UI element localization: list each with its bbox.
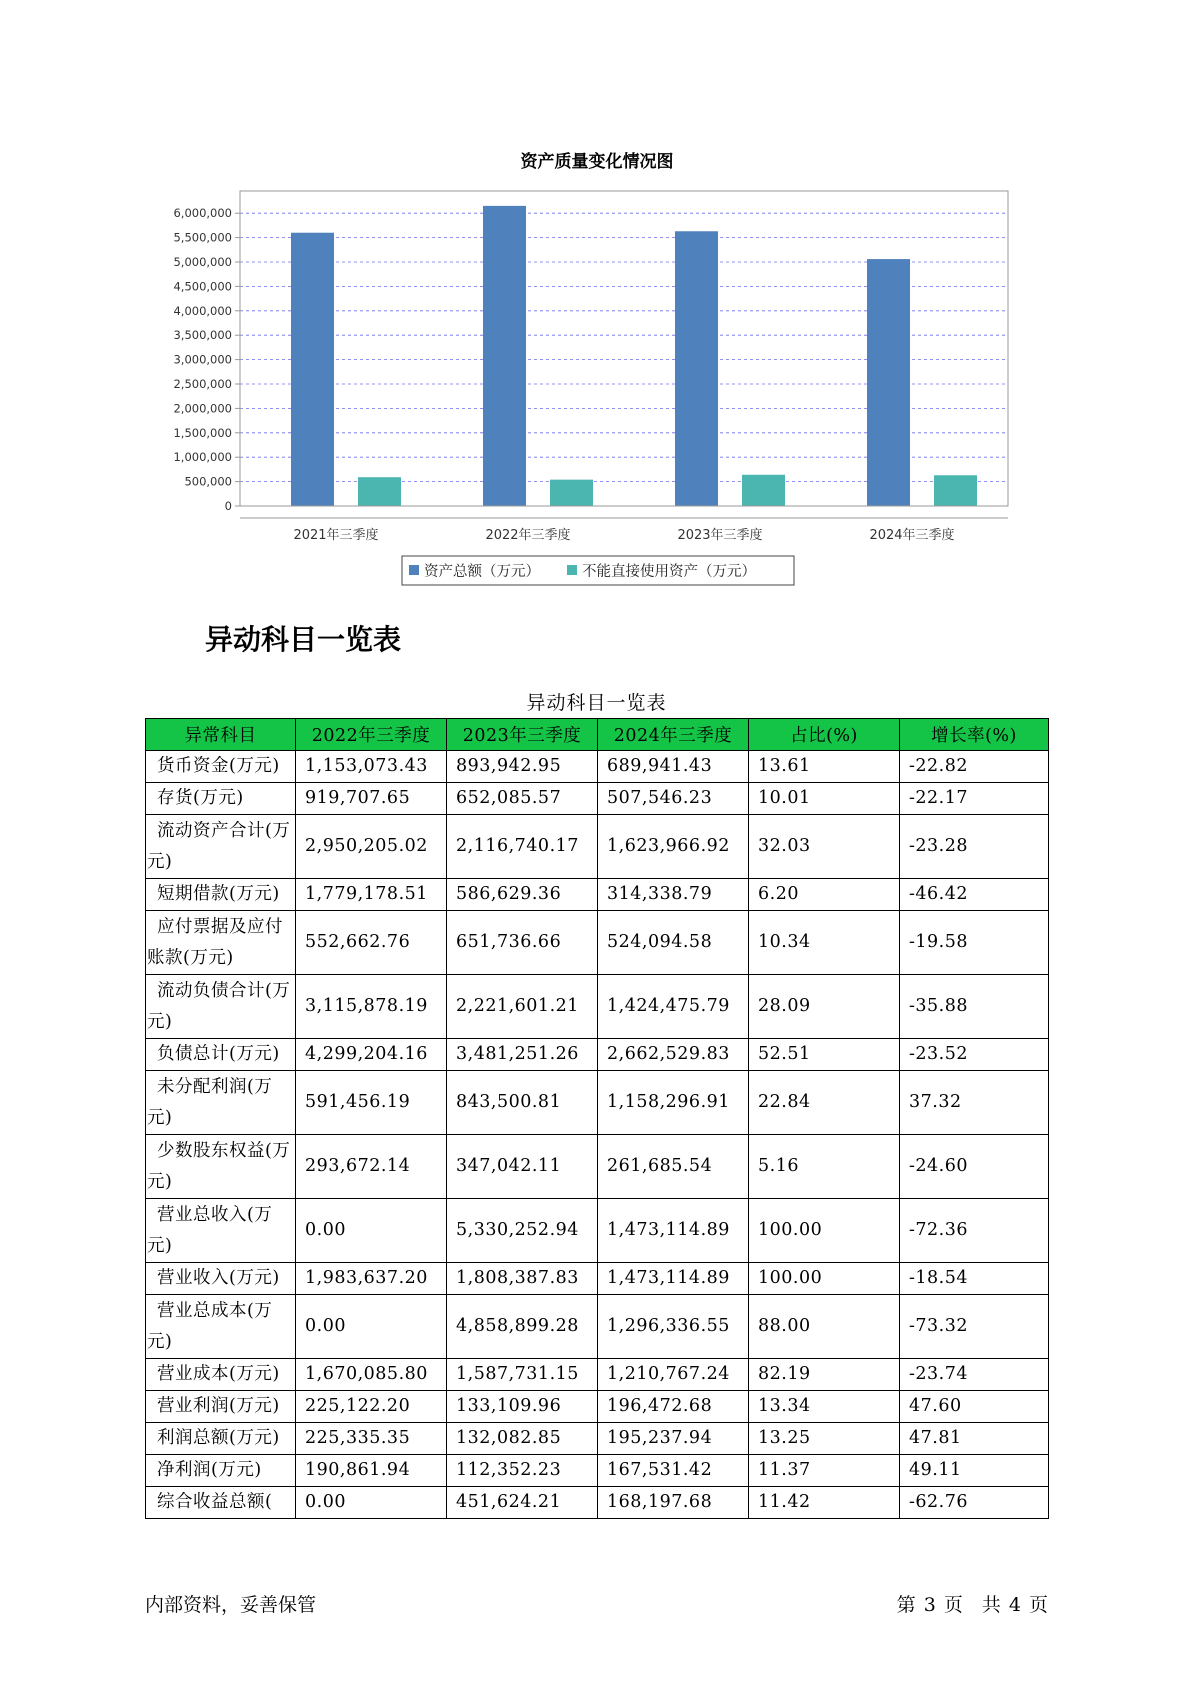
cell-2023: 3,481,251.26	[447, 1039, 598, 1071]
cell-2024: 1,473,114.89	[598, 1199, 749, 1263]
cell-2022: 190,861.94	[296, 1455, 447, 1487]
cell-2022: 1,779,178.51	[296, 879, 447, 911]
cell-subject: 应付票据及应付账款(万元)	[146, 911, 296, 975]
header-growth: 增长率(%)	[900, 719, 1049, 751]
cell-2022: 4,299,204.16	[296, 1039, 447, 1071]
x-axis-labels	[293, 527, 954, 543]
cell-2023: 651,736.66	[447, 911, 598, 975]
cell-ratio: 52.51	[749, 1039, 900, 1071]
cell-2024: 1,210,767.24	[598, 1359, 749, 1391]
cell-2022: 225,122.20	[296, 1391, 447, 1423]
cell-2024: 2,662,529.83	[598, 1039, 749, 1071]
table-row	[146, 1071, 1049, 1135]
legend-label: 不能直接使用资产（万元）	[582, 564, 756, 580]
cell-2024: 1,623,966.92	[598, 815, 749, 879]
y-tick-label: 500,000	[184, 474, 232, 489]
cell-2024: 1,473,114.89	[598, 1263, 749, 1295]
cell-growth: -72.36	[900, 1199, 1049, 1263]
chart-title: 资产质量变化情况图	[520, 152, 674, 172]
table-row	[146, 1423, 1049, 1455]
table-row	[146, 1455, 1049, 1487]
bar-unusable-assets	[742, 475, 785, 506]
cell-subject: 营业总收入(万元)	[146, 1199, 296, 1263]
table-row	[146, 975, 1049, 1039]
cell-2023: 1,808,387.83	[447, 1263, 598, 1295]
asset-quality-chart	[0, 0, 1191, 600]
cell-2024: 1,424,475.79	[598, 975, 749, 1039]
footer-confidential: 内部资料，妥善保管	[145, 1594, 317, 1616]
chart-bars	[291, 206, 977, 506]
cell-2023: 2,221,601.21	[447, 975, 598, 1039]
cell-ratio: 10.01	[749, 783, 900, 815]
y-tick-label: 3,500,000	[173, 328, 232, 343]
table-row	[146, 1359, 1049, 1391]
y-tick-label: 5,500,000	[173, 230, 232, 245]
cell-2024: 524,094.58	[598, 911, 749, 975]
cell-2023: 347,042.11	[447, 1135, 598, 1199]
table-row	[146, 911, 1049, 975]
cell-2024: 689,941.43	[598, 751, 749, 783]
table-row	[146, 751, 1049, 783]
cell-ratio: 100.00	[749, 1199, 900, 1263]
cell-2023: 843,500.81	[447, 1071, 598, 1135]
table-row	[146, 1199, 1049, 1263]
cell-subject: 营业成本(万元)	[146, 1359, 296, 1391]
cell-2022: 0.00	[296, 1295, 447, 1359]
legend-swatch	[567, 565, 577, 575]
cell-subject: 利润总额(万元)	[146, 1423, 296, 1455]
cell-growth: -19.58	[900, 911, 1049, 975]
legend-label: 资产总额（万元）	[424, 564, 540, 580]
cell-ratio: 11.37	[749, 1455, 900, 1487]
cell-ratio: 13.61	[749, 751, 900, 783]
cell-growth: -23.52	[900, 1039, 1049, 1071]
x-category-label: 2022年三季度	[485, 528, 571, 543]
cell-ratio: 28.09	[749, 975, 900, 1039]
cell-subject: 营业利润(万元)	[146, 1391, 296, 1423]
cell-ratio: 22.84	[749, 1071, 900, 1135]
cell-ratio: 32.03	[749, 815, 900, 879]
y-tick-label: 1,000,000	[173, 450, 232, 465]
bar-total-assets	[867, 259, 910, 506]
cell-2022: 0.00	[296, 1487, 447, 1519]
cell-growth: -18.54	[900, 1263, 1049, 1295]
y-tick-label: 2,500,000	[173, 377, 232, 391]
cell-ratio: 88.00	[749, 1295, 900, 1359]
bar-total-assets	[291, 233, 334, 506]
cell-growth: -23.74	[900, 1359, 1049, 1391]
header-subject: 异常科目	[146, 719, 296, 751]
cell-growth: -62.76	[900, 1487, 1049, 1519]
cell-subject: 营业收入(万元)	[146, 1263, 296, 1295]
cell-subject: 流动负债合计(万元)	[146, 975, 296, 1039]
cell-growth: -22.17	[900, 783, 1049, 815]
cell-2023: 1,587,731.15	[447, 1359, 598, 1391]
cell-2022: 225,335.35	[296, 1423, 447, 1455]
cell-subject: 净利润(万元)	[146, 1455, 296, 1487]
cell-growth: 47.60	[900, 1391, 1049, 1423]
table-header-row	[146, 719, 1049, 751]
y-tick-label: 3,000,000	[173, 352, 232, 367]
cell-2022: 1,670,085.80	[296, 1359, 447, 1391]
x-category-label: 2023年三季度	[677, 528, 763, 543]
y-tick-label: 4,000,000	[173, 303, 232, 318]
cell-2022: 1,153,073.43	[296, 751, 447, 783]
cell-2023: 132,082.85	[447, 1423, 598, 1455]
cell-2022: 0.00	[296, 1199, 447, 1263]
cell-2024: 507,546.23	[598, 783, 749, 815]
table-row	[146, 1295, 1049, 1359]
cell-subject: 流动资产合计(万元)	[146, 815, 296, 879]
cell-subject: 短期借款(万元)	[146, 879, 296, 911]
y-tick-label: 0	[224, 499, 232, 513]
y-tick-label: 4,500,000	[173, 279, 232, 294]
cell-2022: 2,950,205.02	[296, 815, 447, 879]
cell-subject: 货币资金(万元)	[146, 751, 296, 783]
cell-subject: 综合收益总额(	[146, 1487, 296, 1519]
y-tick-label: 1,500,000	[173, 425, 232, 440]
cell-ratio: 6.20	[749, 879, 900, 911]
cell-2022: 919,707.65	[296, 783, 447, 815]
cell-growth: -24.60	[900, 1135, 1049, 1199]
cell-2024: 1,296,336.55	[598, 1295, 749, 1359]
cell-2024: 167,531.42	[598, 1455, 749, 1487]
x-category-label: 2024年三季度	[869, 528, 955, 543]
bar-total-assets	[675, 231, 718, 506]
cell-2024: 195,237.94	[598, 1423, 749, 1455]
cell-subject: 存货(万元)	[146, 783, 296, 815]
header-2024: 2024年三季度	[598, 719, 749, 751]
cell-growth: -46.42	[900, 879, 1049, 911]
table-row	[146, 1135, 1049, 1199]
cell-2023: 4,858,899.28	[447, 1295, 598, 1359]
table-row	[146, 1263, 1049, 1295]
y-tick-label: 5,000,000	[173, 255, 232, 269]
y-tick-label: 6,000,000	[173, 206, 232, 221]
cell-2022: 293,672.14	[296, 1135, 447, 1199]
cell-subject: 未分配利润(万元)	[146, 1071, 296, 1135]
cell-2022: 1,983,637.20	[296, 1263, 447, 1295]
cell-ratio: 5.16	[749, 1135, 900, 1199]
cell-2024: 168,197.68	[598, 1487, 749, 1519]
cell-2022: 591,456.19	[296, 1071, 447, 1135]
cell-2023: 133,109.96	[447, 1391, 598, 1423]
header-2022: 2022年三季度	[296, 719, 447, 751]
cell-ratio: 10.34	[749, 911, 900, 975]
cell-2022: 3,115,878.19	[296, 975, 447, 1039]
table-row	[146, 783, 1049, 815]
x-category-label: 2021年三季度	[293, 528, 379, 543]
header-2023: 2023年三季度	[447, 719, 598, 751]
cell-2024: 1,158,296.91	[598, 1071, 749, 1135]
cell-2023: 652,085.57	[447, 783, 598, 815]
table-row	[146, 879, 1049, 911]
cell-subject: 负债总计(万元)	[146, 1039, 296, 1071]
cell-growth: 49.11	[900, 1455, 1049, 1487]
table-row	[146, 1039, 1049, 1071]
cell-2023: 893,942.95	[447, 751, 598, 783]
cell-ratio: 13.34	[749, 1391, 900, 1423]
cell-2024: 196,472.68	[598, 1391, 749, 1423]
cell-2023: 586,629.36	[447, 879, 598, 911]
chart-legend	[402, 556, 794, 585]
cell-subject: 营业总成本(万元)	[146, 1295, 296, 1359]
cell-ratio: 13.25	[749, 1423, 900, 1455]
cell-growth: 37.32	[900, 1071, 1049, 1135]
cell-ratio: 100.00	[749, 1263, 900, 1295]
cell-subject: 少数股东权益(万元)	[146, 1135, 296, 1199]
cell-ratio: 11.42	[749, 1487, 900, 1519]
cell-2024: 314,338.79	[598, 879, 749, 911]
cell-2023: 5,330,252.94	[447, 1199, 598, 1263]
cell-growth: -23.28	[900, 815, 1049, 879]
cell-2024: 261,685.54	[598, 1135, 749, 1199]
cell-growth: -22.82	[900, 751, 1049, 783]
table-row	[146, 1391, 1049, 1423]
cell-ratio: 82.19	[749, 1359, 900, 1391]
y-axis-ticks	[173, 206, 240, 513]
cell-growth: -35.88	[900, 975, 1049, 1039]
table-caption: 异动科目一览表	[526, 692, 667, 714]
table-row	[146, 1487, 1049, 1519]
bar-unusable-assets	[934, 475, 977, 506]
cell-growth: 47.81	[900, 1423, 1049, 1455]
table-row	[146, 815, 1049, 879]
section-heading: 异动科目一览表	[205, 623, 402, 656]
cell-2023: 112,352.23	[447, 1455, 598, 1487]
cell-growth: -73.32	[900, 1295, 1049, 1359]
bar-total-assets	[483, 206, 526, 506]
cell-2022: 552,662.76	[296, 911, 447, 975]
bar-unusable-assets	[358, 477, 401, 506]
cell-2023: 2,116,740.17	[447, 815, 598, 879]
y-tick-label: 2,000,000	[173, 401, 232, 416]
cell-2023: 451,624.21	[447, 1487, 598, 1519]
footer-page-number: 第 3 页 共 4 页	[896, 1594, 1048, 1616]
abnormal-items-table	[145, 718, 1049, 1519]
header-ratio: 占比(%)	[749, 719, 900, 751]
legend-swatch	[409, 565, 419, 575]
bar-unusable-assets	[550, 480, 593, 506]
